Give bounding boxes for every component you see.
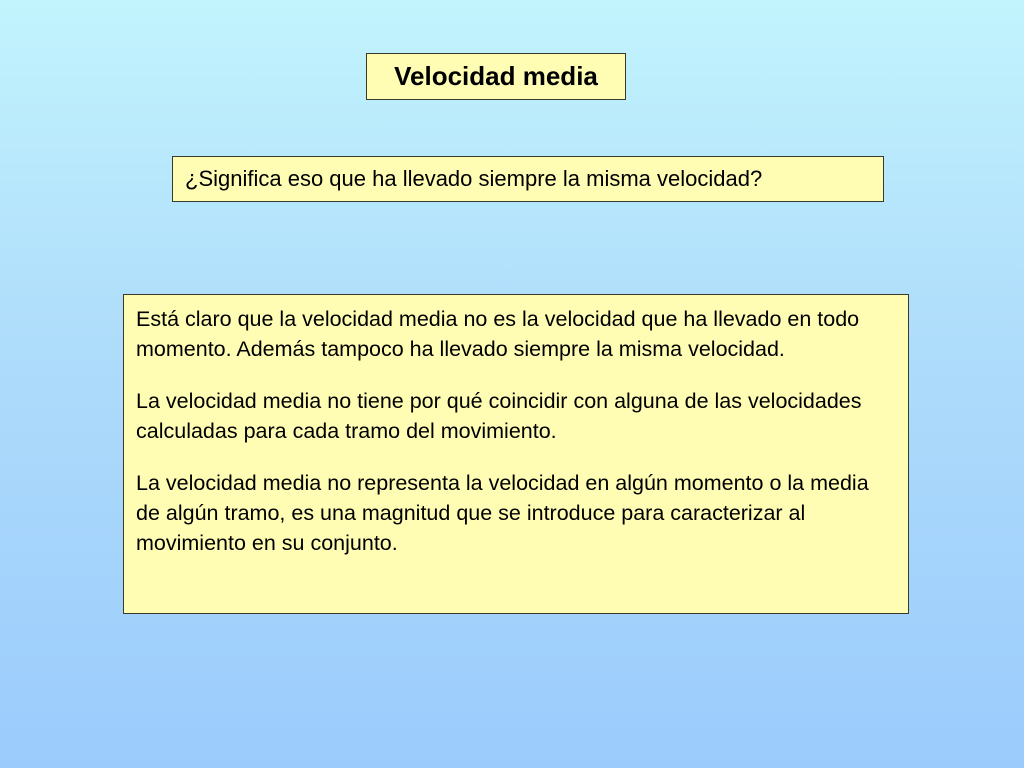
question-box — [172, 156, 884, 202]
slide-title: Velocidad media — [394, 61, 598, 91]
explanation-paragraph-1: Está claro que la velocidad media no es la velocidad que ha llevado en todo momento. Además tampoco ha llevado siempre la misma velocidad. — [136, 307, 860, 361]
explanation-paragraph-2: La velocidad media no tiene por qué coincidir con alguna de las velocidades calculadas para cada tramo del movimiento. — [136, 389, 862, 443]
explanation-paragraph-3: La velocidad media no representa la velocidad en algún momento o la media de algún tramo, es una magnitud que se introduce para caracterizar al movimiento en su conjunto. — [136, 471, 869, 555]
explanation-box — [123, 294, 909, 614]
title-box — [366, 53, 626, 100]
question-text: ¿Significa eso que ha llevado siempre la misma velocidad? — [185, 166, 763, 191]
